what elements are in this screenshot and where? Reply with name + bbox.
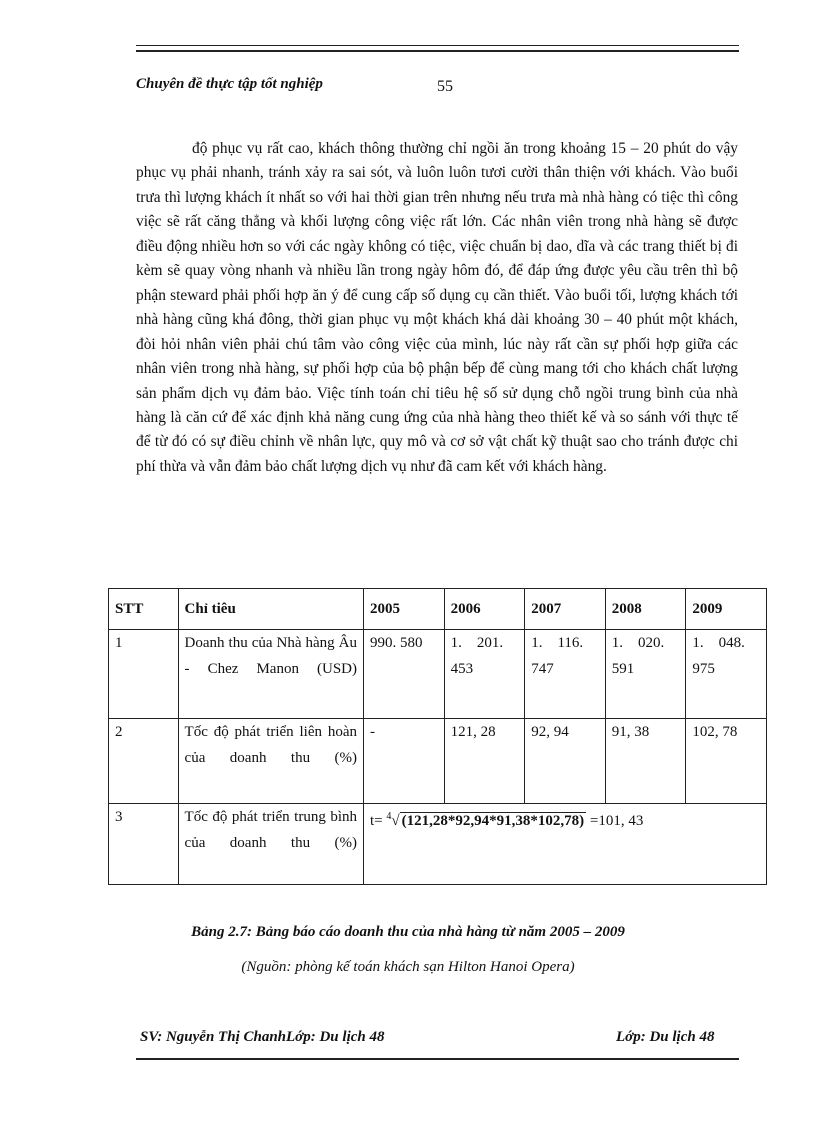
cell-2005: 990. 580 [364,630,445,719]
indicator-label: Tốc độ phát triển trung bình của doanh thu (%) [184,809,358,851]
table-row [109,719,767,804]
cell-stt: 1 [109,630,179,719]
cell-indicator [178,719,363,804]
table-header-row [109,589,767,630]
cell-stt: 2 [109,719,179,804]
footer-class: Lớp: Du lịch 48 [616,1029,715,1045]
header-indicator: Chỉ tiêu [178,589,363,630]
cell-2009: 1. 048. 975 [686,630,767,719]
cell-stt: 3 [109,804,179,885]
header-2005: 2005 [364,589,445,630]
table-caption: Bảng 2.7: Bảng báo cáo doanh thu của nhà hàng từ năm 2005 – 2009 [191,924,625,940]
header-2008: 2008 [605,589,686,630]
indicator-label: Tốc độ phát triển liên hoàn của doanh thu (%) [184,724,358,766]
footer-rule [136,1058,739,1060]
formula-prefix: t= [370,813,383,829]
table-row [109,804,767,885]
radical-sign-icon: √ [391,813,400,829]
cell-2007: 92, 94 [525,719,606,804]
body-paragraph: độ phục vụ rất cao, khách thông thường chỉ ngồi ăn trong khoảng 15 – 20 phút do vậy phục vụ phải nhanh, tránh xảy ra sai sót, và luôn luôn tươi cười thân thiện với khách. Vào buổi trưa thì lượng khách ít nhất so với hai thời gian trên nhưng nếu trưa mà nhà hàng có tiệc thì công việc sẽ rất căng thẳng và khối lượng công việc rất lớn. Các nhân viên trong nhà hàng sẽ được điều động nhiều hơn so với các ngày không có tiệc, việc chuẩn bị dao, dĩa và các trang thiết bị đi kèm sẽ quay vòng nhanh và nhiều lần trong ngày hôm đó, để đáp ứng được yêu cầu trên thì bộ phận steward phải phối hợp ăn ý để cung cấp số dụng cụ cần thiết. Vào buổi tối, lượng khách tới nhà hàng cũng khá đông, thời gian phục vụ một khách khá dài khoảng 30 – 40 phút một khách, đòi hỏi nhân viên phải chú tâm vào công việc của mình, lúc này rất cần sự phối hợp giữa các nhân viên trong nhà hàng, sự phối hợp của bộ phận bếp để cùng mang tới cho khách chất lượng sản phẩm dịch vụ đảm bảo. Việc tính toán chỉ tiêu hệ số sử dụng chỗ ngồi trung bình của nhà hàng là căn cứ để xác định khả năng cung ứng của nhà hàng theo thiết kế và so sánh với thực tế để từ đó có sự điều chỉnh về nhân lực, quy mô và cơ sở vật chất kỹ thuật sao cho tránh được chi phí thừa và vẫn đảm bảo chất lượng dịch vụ như đã cam kết với khách hàng. [136,140,738,475]
cell-indicator [178,630,363,719]
formula-root-index: 4 [386,811,392,822]
header-stt: STT [109,589,179,630]
cell-2008: 1. 020. 591 [605,630,686,719]
header-2006: 2006 [444,589,525,630]
cell-2005: - [364,719,445,804]
cell-2007: 1. 116. 747 [525,630,606,719]
indicator-label: Doanh thu của Nhà hàng Âu - Chez Manon (USD) [184,635,358,677]
table-row [109,630,767,719]
formula-result: =101, 43 [589,813,644,829]
revenue-table [108,588,767,885]
cell-2008: 91, 38 [605,719,686,804]
page-number: 55 [437,78,453,95]
cell-2006: 121, 28 [444,719,525,804]
formula-radicand: (121,28*92,94*91,38*102,78) [401,813,585,829]
cell-2009: 102, 78 [686,719,767,804]
document-title: Chuyên đề thực tập tốt nghiệp [136,76,323,92]
table-source: (Nguồn: phòng kế toán khách sạn Hilton Hanoi Opera) [241,959,575,975]
header-2009: 2009 [686,589,767,630]
cell-indicator [178,804,363,885]
cell-formula [364,804,767,885]
header-2007: 2007 [525,589,606,630]
cell-2006: 1. 201. 453 [444,630,525,719]
header-rule [136,45,739,52]
footer-student: SV: Nguyễn Thị ChanhLớp: Du lịch 48 [140,1029,385,1045]
